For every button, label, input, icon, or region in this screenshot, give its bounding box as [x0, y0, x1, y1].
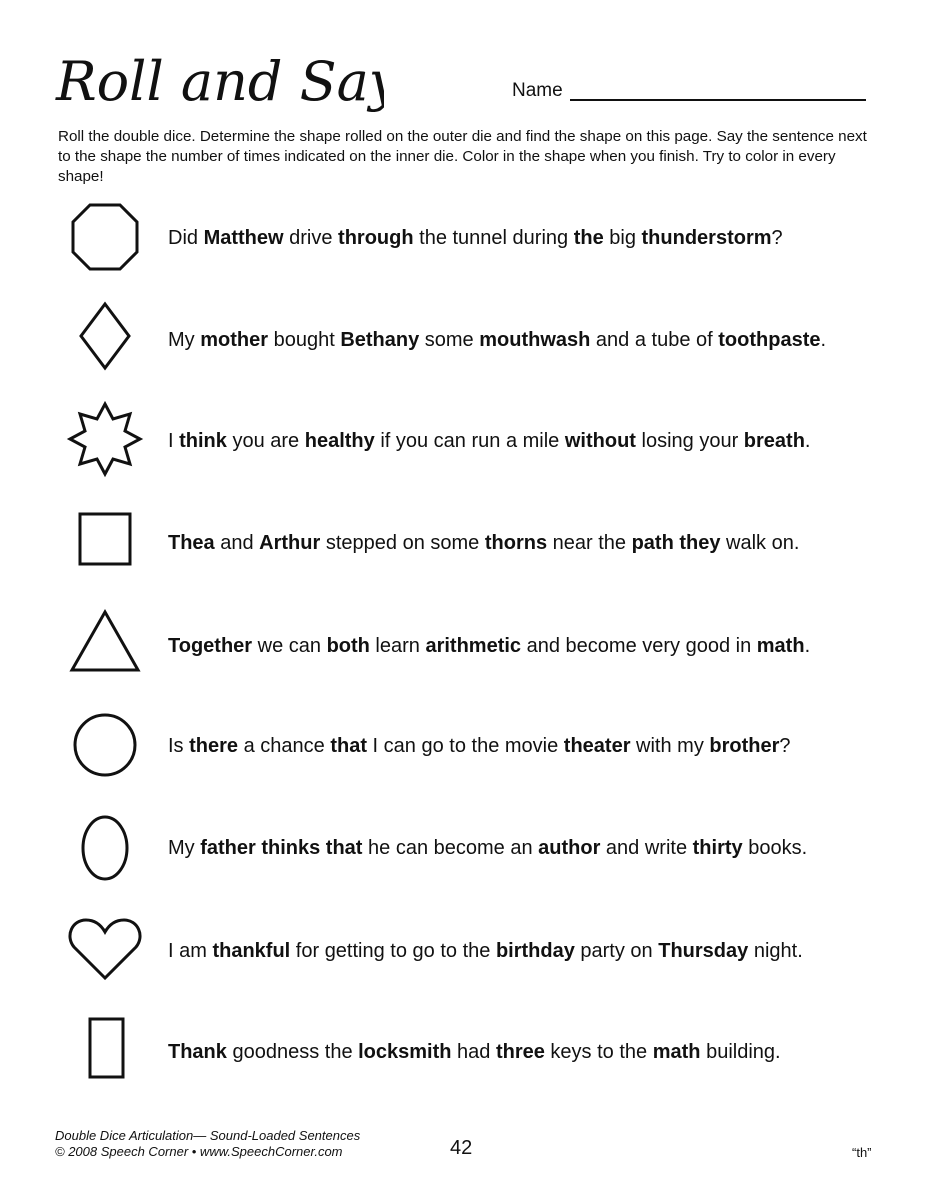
sentence-2: [168, 328, 826, 352]
target-word: mouthwash: [479, 329, 591, 351]
sentence-text: had: [451, 1041, 496, 1063]
target-word: mother: [200, 329, 269, 351]
sentence-text: I can go to the movie: [367, 735, 564, 757]
target-word: Thank: [168, 1041, 227, 1063]
name-label: Name: [512, 80, 563, 101]
sentence-text: drive: [283, 227, 339, 249]
target-word: brother: [709, 735, 780, 757]
sentence-text: keys to the: [544, 1041, 653, 1063]
sentence-7: [168, 836, 807, 860]
sentence-9: [168, 1040, 781, 1064]
target-word: Arthur: [259, 532, 321, 554]
triangle-icon[interactable]: [68, 606, 142, 680]
target-word: Thursday: [658, 940, 749, 962]
page-number: 42: [450, 1137, 473, 1159]
sentence-3: [168, 429, 810, 453]
target-word: arithmetic: [425, 635, 522, 657]
sentence-text: I: [168, 430, 180, 452]
target-word: math: [756, 635, 805, 657]
instructions: Roll the double dice. Determine the shape rolled on the outer die and find the shape on this page. Say the sentence next to the shape the number of times indicated on the inner die. Color in the shape when you finish. Try to color in every shape!: [58, 128, 867, 185]
target-word: locksmith: [358, 1041, 452, 1063]
sentence-text: with my: [630, 735, 710, 757]
target-word: theater: [563, 735, 631, 757]
sentence-text: we can: [252, 635, 327, 657]
sentence-text: and a tube of: [590, 329, 719, 351]
sentence-text: I am: [168, 940, 213, 962]
sentence-text: Is: [168, 735, 190, 757]
sentence-text: losing your: [635, 430, 744, 452]
sentence-text: stepped on some: [320, 532, 485, 554]
sentence-text: Did: [168, 227, 204, 249]
sentence-text: walk on.: [720, 532, 800, 554]
target-word: thorns: [484, 532, 548, 554]
page-title: [54, 40, 384, 128]
target-sound: “th”: [852, 1145, 872, 1160]
target-word: birthday: [495, 940, 575, 962]
sentence-text: he can become an: [362, 837, 539, 859]
name-field[interactable]: [570, 99, 866, 101]
target-word: path they: [631, 532, 721, 554]
sentence-text: ?: [779, 735, 791, 757]
target-word: Bethany: [340, 329, 420, 351]
octagon-icon[interactable]: [68, 200, 142, 274]
target-word: breath: [743, 430, 805, 452]
target-word: author: [538, 837, 601, 859]
sentence-5: [168, 634, 810, 658]
sentence-text: goodness the: [226, 1041, 359, 1063]
sentence-1: [168, 226, 783, 250]
sentence-8: [168, 939, 803, 963]
target-word: Thea: [168, 532, 215, 554]
target-word: the: [573, 227, 604, 249]
sentence-text: if you can run a mile: [374, 430, 565, 452]
sentence-text: and: [214, 532, 260, 554]
target-word: Together: [168, 635, 253, 657]
sentence-6: [168, 734, 791, 758]
target-word: three: [495, 1041, 545, 1063]
rectangle-icon[interactable]: [68, 1013, 142, 1087]
target-word: there: [189, 735, 239, 757]
sentence-text: .: [804, 430, 811, 452]
square-icon[interactable]: [68, 503, 142, 577]
sentence-text: you are: [226, 430, 305, 452]
sentence-text: My: [168, 329, 201, 351]
target-word: toothpaste: [718, 329, 821, 351]
eight-point-star-icon[interactable]: [68, 402, 142, 476]
sentence-text: .: [820, 329, 827, 351]
sentence-text: ?: [771, 227, 783, 249]
target-word: through: [338, 227, 414, 249]
diamond-icon[interactable]: [68, 301, 142, 375]
sentence-text: some: [419, 329, 480, 351]
page-title-text: Roll and Say: [56, 50, 384, 113]
target-word: that: [330, 735, 367, 757]
target-word: think: [179, 430, 227, 452]
sentence-text: My: [168, 837, 201, 859]
sentence-text: near the: [547, 532, 632, 554]
footer-book-title: Double Dice Articulation— Sound-Loaded Sentences: [55, 1128, 361, 1143]
target-word: Matthew: [203, 227, 284, 249]
target-word: healthy: [304, 430, 375, 452]
target-word: both: [326, 635, 370, 657]
footer-credits: [55, 1128, 360, 1160]
sentence-text: bought: [268, 329, 341, 351]
sentence-text: party on: [574, 940, 659, 962]
sentence-text: and write: [600, 837, 693, 859]
sentence-text: night.: [748, 940, 803, 962]
sentence-text: and become very good in: [521, 635, 757, 657]
target-word: without: [564, 430, 636, 452]
footer-copyright: © 2008 Speech Corner • www.SpeechCorner.com: [55, 1144, 343, 1159]
heart-icon[interactable]: [68, 912, 142, 986]
target-word: thunderstorm: [641, 227, 772, 249]
sentence-text: for getting to go to the: [290, 940, 496, 962]
oval-icon[interactable]: [68, 809, 142, 883]
sentence-text: books.: [742, 837, 808, 859]
circle-icon[interactable]: [68, 708, 142, 782]
target-word: thirty: [692, 837, 743, 859]
sentence-text: .: [804, 635, 811, 657]
sentence-text: a chance: [238, 735, 331, 757]
target-word: thankful: [212, 940, 291, 962]
sentence-text: learn: [369, 635, 426, 657]
sentence-text: big: [603, 227, 642, 249]
sentence-4: [168, 531, 799, 555]
sentence-text: building.: [700, 1041, 781, 1063]
target-word: father thinks that: [200, 837, 363, 859]
sentence-text: the tunnel during: [413, 227, 574, 249]
target-word: math: [652, 1041, 701, 1063]
